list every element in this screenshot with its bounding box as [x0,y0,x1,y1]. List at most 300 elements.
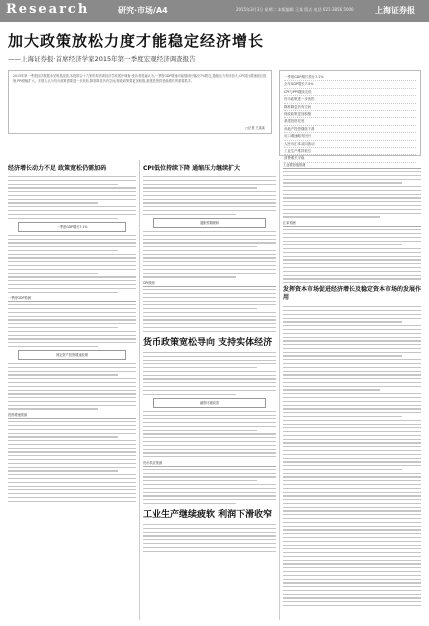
text-line [143,449,276,450]
text-line [8,436,118,437]
text-line [143,418,276,419]
text-line [283,325,421,326]
text-line [143,191,276,192]
text-line [283,179,421,180]
text-line [143,415,276,416]
text-line [283,363,421,364]
text-line [143,214,236,215]
text-line [8,474,136,475]
text-line [143,551,276,552]
text-line [143,499,276,500]
text-line [283,571,421,572]
text-line [8,308,136,309]
text-line [283,476,421,477]
text-line [143,382,276,383]
text-line [283,175,421,176]
text-line [143,276,236,277]
text-line [283,537,421,538]
text-line [8,401,136,402]
text-line [8,246,136,247]
text-line [283,458,421,459]
text-line [8,451,136,452]
date-line: 2015年3月3日 星期二 本版编辑 王某 版式 电话 021-3856 5000 [236,7,354,12]
text-line [283,424,421,425]
text-line [283,359,421,360]
text-line [283,371,421,372]
text-line [143,254,276,255]
text-line [283,333,421,334]
text-line [283,259,421,260]
newspaper-logo: 上海证券报 [375,5,415,15]
text-line [283,378,421,379]
toc-item: CPI与PPI继续走低 [284,89,416,96]
text-line [283,389,380,390]
text-line [143,308,257,309]
text-line [143,301,276,302]
text-line [283,473,421,474]
text-line [8,176,136,177]
text-line [8,367,136,368]
text-line [283,229,421,230]
text-line [8,335,136,336]
text-line [283,442,421,443]
text-line [143,246,257,247]
intro-text: 2015年第一季度经济数据未见明显改善,本报联合十九家机构首席经济学家展开调查:受访者普遍认为,一季度GDP增速可能继续回落至7%附近,通缩压力有所加大,CPI同比增速低位徘徊,PPI跌幅扩大。多数人认为货币政策需要进一步放松,降准降息仍有空间,财政政策要更加积极,基建投资将是稳增长的重要抓手。 [13,74,267,83]
text-line [283,601,421,602]
text-line [8,363,136,364]
text-line [8,493,136,494]
text-line [283,252,421,253]
text-line [8,218,118,219]
text-line [283,594,421,595]
text-line [283,416,402,417]
text-line [283,194,421,195]
table-caption: 货币供应预测 [143,460,276,467]
text-line [143,535,276,536]
text-line [283,446,421,447]
text-line [283,529,421,530]
text-line [8,280,136,281]
text-line [283,186,421,187]
text-line [8,433,136,434]
text-line [143,390,276,391]
text-line [143,386,276,387]
text-line [143,445,276,446]
section-heading: 发挥资本市场促进经济增长及稳定资本市场的发展作用 [283,286,422,302]
section-heading: CPI低位持续下降 通缩压力继续扩大 [143,165,241,172]
sub-heading-box: 固定资产投资增速放缓 [18,350,126,360]
text-line [143,473,276,474]
text-line [283,579,421,580]
text-line [8,210,136,211]
text-line [283,492,421,493]
toc-item: 工业生产维持低位 [284,148,416,155]
text-line [8,187,136,188]
text-line [283,393,421,394]
sub-heading-box: 一季度GDP增长7.1% [18,222,126,232]
toc-item: 消费增长平稳 [284,155,416,162]
text-line [283,405,421,406]
text-line [143,539,276,540]
column-3 [283,160,421,620]
text-line [283,465,421,466]
text-line [283,514,421,515]
text-line [8,312,136,313]
text-line [8,206,136,207]
text-line [283,427,421,428]
text-line [143,304,276,305]
intro-author: □记者 王某某 [245,126,265,130]
text-line [283,306,421,307]
text-line [8,235,136,236]
text-line [283,586,421,587]
text-line [143,187,257,188]
text-line [8,239,136,240]
text-line [283,488,421,489]
text-line [8,331,136,332]
text-line [283,435,421,436]
text-line [283,209,421,210]
text-line [283,518,421,519]
table-caption: CPI预测 [143,280,276,287]
text-line [143,289,276,290]
text-line [143,441,276,442]
text-line [143,323,276,324]
text-line [283,382,421,383]
text-line [283,545,421,546]
toc-item: 一季度GDP增长预计7.1% [284,74,416,81]
text-line [8,284,136,285]
text-line [8,191,136,192]
text-line [283,582,421,583]
text-line [8,269,136,270]
text-line [283,310,421,311]
text-line [283,408,421,409]
text-line [143,195,276,196]
text-line [283,256,421,257]
column-2 [143,160,276,620]
text-line [8,342,136,343]
text-line [8,292,118,293]
text-line [143,356,276,357]
text-line [283,526,421,527]
text-line [283,575,421,576]
text-line [283,314,421,315]
text-line [283,495,421,496]
text-line [283,605,421,606]
text-line [143,437,276,438]
text-line [283,450,421,451]
text-line [283,431,421,432]
text-line [8,327,118,328]
text-line [143,547,276,548]
text-line [8,254,136,255]
text-line [8,316,136,317]
text-line [143,231,276,232]
text-line [8,346,98,347]
text-line [283,233,421,234]
sub-heading-box: 融资环境改善 [153,398,266,408]
text-line [143,543,276,544]
text-line [283,386,421,387]
text-line [283,182,402,183]
section-label: 研究·市场/A4 [118,6,168,15]
text-line [283,267,421,268]
toc-item: 货币政策进一步放松 [284,96,416,103]
text-line [143,360,276,361]
text-line [283,552,421,553]
text-line [8,486,136,487]
text-line [8,448,136,449]
text-line [143,293,276,294]
text-line [283,248,421,249]
text-line [283,344,421,345]
text-line [283,213,421,214]
text-line [8,250,118,251]
text-line [143,532,276,533]
text-line [283,263,421,264]
text-line [143,184,276,185]
text-line [8,482,136,483]
text-line [143,480,257,481]
text-line [283,590,421,591]
text-line [143,202,276,203]
text-line [8,390,136,391]
text-line [283,321,402,322]
text-line [283,271,421,272]
text-line [143,261,276,262]
text-line [8,463,136,464]
text-line [8,319,136,320]
text-line [143,242,276,243]
text-line [283,401,421,402]
text-line [283,367,421,368]
text-line [143,503,236,504]
text-line [8,184,118,185]
text-line [8,257,136,258]
text-line [283,355,402,356]
text-line [8,408,98,409]
text-line [283,597,421,598]
text-line [283,237,421,238]
text-line [8,180,136,181]
text-line [143,265,276,266]
table-caption: 投资增速预测 [8,412,136,419]
text-line [8,288,136,289]
text-line [8,386,136,387]
text-line [143,394,236,395]
text-line [143,484,276,485]
text-line [143,452,276,453]
text-line [283,241,421,242]
text-line [143,433,276,434]
text-line [8,374,118,375]
text-line [143,456,276,457]
text-line [283,480,421,481]
toc-item: 降准降息仍有空间 [284,104,416,111]
text-line [283,499,421,500]
text-line [283,278,421,279]
text-line [283,348,421,349]
text-line [8,489,136,490]
text-line [143,492,276,493]
text-line [8,265,136,266]
text-line [143,327,276,328]
text-line [283,244,402,245]
text-line [143,363,276,364]
text-line [283,171,421,172]
text-line [283,201,421,202]
text-line [8,382,136,383]
text-line [283,190,421,191]
column-rule [279,160,280,620]
toc-item: 全年GDP增长7.0% [284,81,416,88]
text-line [283,197,421,198]
text-line [143,199,276,200]
text-line [8,501,136,502]
text-line [143,235,276,236]
column-1 [8,160,136,620]
table-caption: 汇率预测 [283,220,421,227]
headline: 加大政策放松力度才能稳定经济增长 [8,32,265,50]
text-line [8,397,136,398]
text-line [283,216,380,217]
text-line [8,405,136,406]
text-line [283,541,421,542]
text-line [283,454,421,455]
text-line [283,352,421,353]
section-heading: 工业生产继续疲软 利润下滑收窄 [143,510,273,521]
text-line [143,371,276,372]
text-line [143,367,257,368]
text-line [143,269,276,270]
text-line [8,425,136,426]
text-line [8,421,136,422]
text-line [283,329,421,330]
text-line [8,478,136,479]
text-line [8,276,136,277]
text-line [8,444,136,445]
toc-item: 人民币汇率双向波动 [284,141,416,148]
text-line [8,497,136,498]
text-line [283,484,421,485]
text-line [8,214,136,215]
text-line [8,202,98,203]
text-line [8,338,136,339]
masthead-bar [0,0,429,22]
text-line [143,488,276,489]
text-line [143,476,276,477]
column-rule [139,160,140,620]
text-line [283,567,421,568]
toc-item: 财政政策更加积极 [284,111,416,118]
text-line [283,282,380,283]
text-line [143,176,276,177]
text-line [143,430,257,431]
text-line [283,533,421,534]
text-line [143,312,276,313]
text-line [283,469,402,470]
text-line [143,206,276,207]
toc-item: 基建投资托底 [284,118,416,125]
text-line [283,318,421,319]
text-line [283,503,421,504]
text-line [143,411,276,412]
text-line [283,563,421,564]
text-line [143,210,276,211]
text-line [283,461,421,462]
text-line [8,467,136,468]
text-line [8,470,118,471]
text-line [8,242,136,243]
text-line [283,439,421,440]
table-caption: 工业增加值预测 [283,162,421,169]
text-line [283,510,421,511]
text-line [143,331,276,332]
text-line [143,257,276,258]
text-line [283,205,421,206]
text-line [8,304,136,305]
text-line [143,524,276,525]
text-line [283,374,421,375]
text-line [8,455,136,456]
text-line [8,261,136,262]
text-line [283,556,421,557]
text-line [143,319,276,320]
text-line [143,422,276,423]
text-line [143,250,276,251]
text-line [8,323,136,324]
intro-box [8,70,272,134]
section-brand: Research [6,2,90,17]
text-line [143,495,276,496]
text-line [8,273,98,274]
sub-heading-box: 通胀预期缓和 [153,218,266,228]
text-line [143,375,276,376]
text-line [283,420,421,421]
text-line [8,378,136,379]
text-line [283,275,421,276]
text-line [143,378,276,379]
text-line [143,316,276,317]
text-line [8,429,136,430]
table-caption: 一季度GDP预测 [8,295,136,302]
text-line [143,239,276,240]
text-line [8,195,136,196]
text-line [143,528,276,529]
text-line [143,469,276,470]
text-line [283,397,421,398]
section-heading: 货币政策宽松导向 支持实体经济 [143,337,273,348]
toc-item: 房地产投资继续下滑 [284,126,416,133]
text-line [8,199,136,200]
text-line [143,273,276,274]
text-line [283,560,421,561]
text-line [143,180,276,181]
toc-item: 出口增速略有回升 [284,133,416,140]
text-line [143,352,276,353]
contents-box [279,70,421,161]
text-line [8,459,136,460]
section-heading: 经济增长动力不足 政策宽松仍需加码 [8,165,107,172]
text-line [8,440,136,441]
text-line [283,548,421,549]
text-line [8,371,136,372]
text-line [283,507,421,508]
text-line [283,412,421,413]
text-line [143,426,276,427]
text-line [283,522,421,523]
